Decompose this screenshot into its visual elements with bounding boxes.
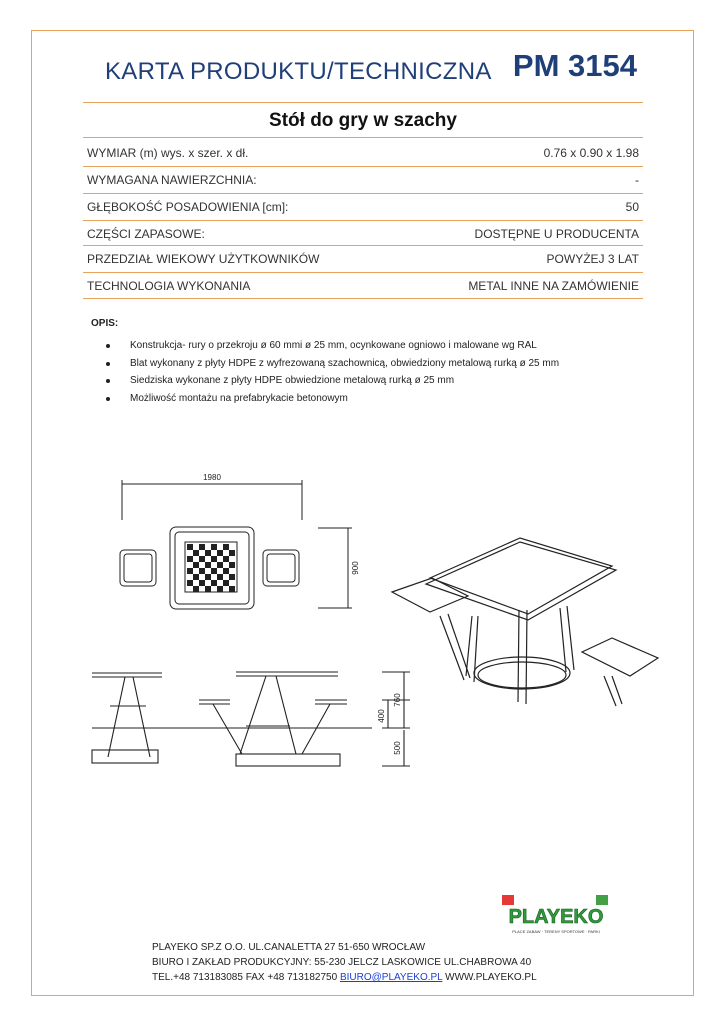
footer-phone: TEL.+48 713183085 FAX +48 713182750 [152, 972, 340, 983]
chess-square [229, 550, 235, 556]
footer-address: PLAYEKO SP.Z O.O. UL.CANALETTA 27 51-650 WROCŁAW [152, 942, 426, 953]
spec-label: WYMAGANA NAWIERZCHNIA: [87, 173, 257, 187]
chess-square [187, 556, 193, 562]
logo-text: PLAYEKO [508, 906, 604, 928]
chess-square [199, 556, 205, 562]
chessboard [187, 544, 235, 592]
chess-square [193, 586, 199, 592]
spec-value: - [635, 173, 639, 187]
chess-square [211, 568, 217, 574]
document-title: KARTA PRODUKTU/TECHNICZNA [105, 58, 492, 85]
chess-square [205, 562, 211, 568]
chess-square [193, 574, 199, 580]
spec-value: METAL INNE NA ZAMÓWIENIE [468, 279, 639, 293]
spec-value: DOSTĘPNE U PRODUCENTA [474, 227, 639, 241]
isometric-view [392, 538, 658, 706]
footer [152, 940, 537, 985]
playeko-logo [500, 893, 612, 943]
spec-value: 0.76 x 0.90 x 1.98 [543, 146, 639, 160]
chess-square [187, 580, 193, 586]
chess-square [229, 574, 235, 580]
spec-value: POWYŻEJ 3 LAT [546, 252, 639, 266]
list-item: Siedziska wykonane z płyty HDPE obwiedzione metalową rurką ø 25 mm [104, 375, 559, 393]
chess-square [217, 574, 223, 580]
list-item: Możliwość montażu na prefabrykacie betonowym [104, 393, 559, 411]
chess-square [187, 568, 193, 574]
spec-label: PRZEDZIAŁ WIEKOWY UŻYTKOWNIKÓW [87, 252, 320, 266]
chess-square [211, 544, 217, 550]
dim-foundation-label: 500 [393, 741, 402, 755]
chess-square [217, 586, 223, 592]
chess-square [229, 586, 235, 592]
footer-office: BIURO I ZAKŁAD PRODUKCYJNY: 55-230 JELCZ LASKOWICE UL.CHABROWA 40 [152, 957, 532, 968]
email-link[interactable]: BIURO@PLAYEKO.PL [339, 972, 443, 983]
spec-label: WYMIAR (m) wys. x szer. x dł. [87, 146, 249, 160]
spec-label: TECHNOLOGIA WYKONANIA [87, 279, 251, 293]
chess-square [205, 550, 211, 556]
chess-square [193, 562, 199, 568]
chess-square [199, 580, 205, 586]
chess-square [211, 580, 217, 586]
chess-square [187, 544, 193, 550]
list-item: Konstrukcja- rury o przekroju ø 60 mmi ø 25 mm, ocynkowane ogniowo i malowane wg RAL [104, 340, 559, 358]
chess-square [223, 580, 229, 586]
chess-square [193, 550, 199, 556]
product-code: PM 3154 [512, 48, 637, 83]
chess-square [199, 544, 205, 550]
spec-label: CZĘŚCI ZAPASOWE: [87, 227, 205, 241]
chess-square [211, 556, 217, 562]
chess-square [229, 562, 235, 568]
spec-value: 50 [625, 200, 639, 214]
dim-width-label: 1980 [203, 473, 221, 482]
footer-website: WWW.PLAYEKO.PL [442, 972, 537, 983]
footer-contact [152, 970, 537, 985]
chess-square [205, 574, 211, 580]
dim-seat-label: 400 [377, 709, 386, 723]
chess-square [217, 550, 223, 556]
logo-tagline: PLACE ZABAW · TERENY SPORTOWE · PARKI [512, 929, 600, 934]
dim-height-label: 760 [393, 693, 402, 707]
chess-square [217, 562, 223, 568]
chess-square [199, 568, 205, 574]
side-view [92, 672, 410, 766]
chess-square [205, 586, 211, 592]
chess-square [223, 568, 229, 574]
product-name: Stół do gry w szachy [269, 110, 457, 131]
description-heading: OPIS: [91, 318, 119, 329]
spec-label: GŁĘBOKOŚĆ POSADOWIENIA [cm]: [87, 200, 289, 214]
list-item: Blat wykonany z płyty HDPE z wyfrezowaną szachownicą, obwiedziony metalową rurką ø 25 mm [104, 358, 559, 376]
chess-square [223, 544, 229, 550]
dim-depth-label: 900 [351, 561, 360, 575]
chess-square [223, 556, 229, 562]
